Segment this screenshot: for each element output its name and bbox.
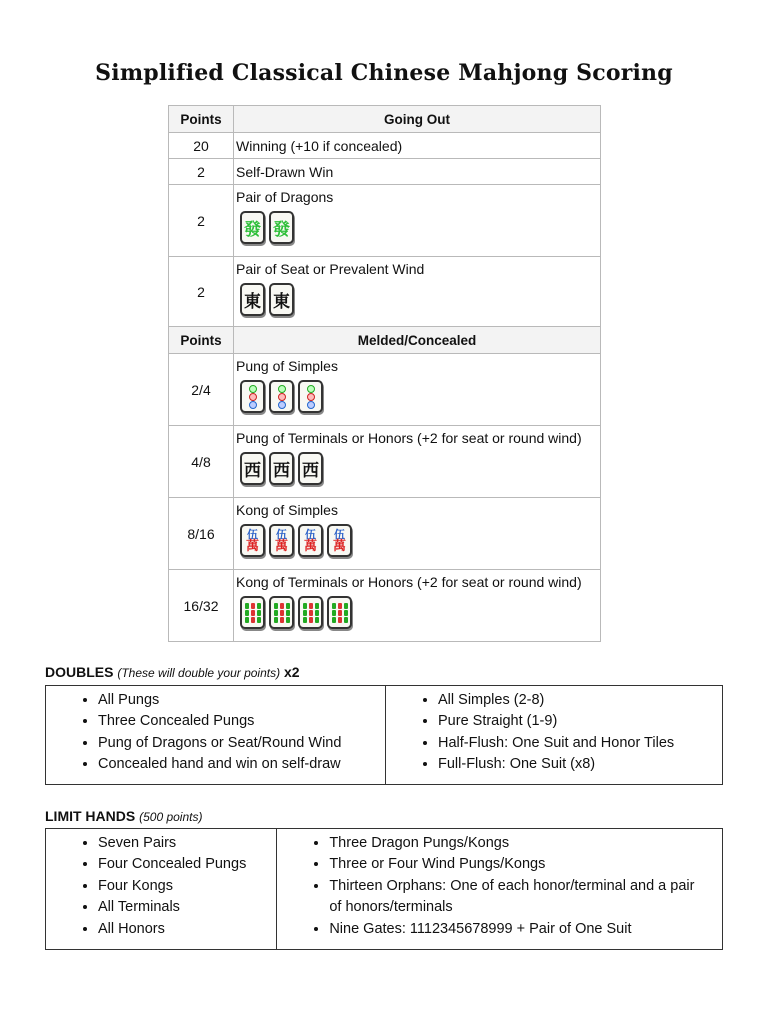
wan-glyph: 萬 xyxy=(303,538,317,554)
five-characters-tile xyxy=(240,524,265,557)
limit-note: (500 points) xyxy=(139,810,203,824)
desc-text: Pung of Simples xyxy=(236,358,338,374)
limit-label: LIMIT HANDS xyxy=(45,808,136,824)
east-wind-tile: 東 xyxy=(240,283,265,316)
points-cell: 2/4 xyxy=(169,354,234,426)
desc-cell xyxy=(234,498,601,570)
desc-cell xyxy=(234,133,601,159)
desc-text: Self-Drawn Win xyxy=(236,163,334,180)
points-cell: 20 xyxy=(169,133,234,159)
wan-number: 伍 xyxy=(247,527,258,541)
header-going-out: Going Out xyxy=(234,106,601,133)
table-row xyxy=(169,185,601,257)
wan-number: 伍 xyxy=(305,527,316,541)
header-melded-concealed: Melded/Concealed xyxy=(234,327,601,354)
table-header-going-out xyxy=(169,106,601,133)
doubles-box xyxy=(45,685,723,785)
points-cell: 2 xyxy=(169,185,234,257)
list-item: • Half-Flush: One Suit and Honor Tiles xyxy=(438,733,722,754)
nine-bamboo-tile xyxy=(240,596,265,629)
west-wind-tile: 西 xyxy=(240,452,265,485)
page-title: Simplified Classical Chinese Mahjong Scoring xyxy=(95,60,673,86)
green-dragon-tile: 發 xyxy=(240,211,265,244)
desc-cell xyxy=(234,185,601,257)
desc-cell xyxy=(234,426,601,498)
list-item: • All Pungs xyxy=(98,690,385,711)
green-dragon-tile: 發 xyxy=(269,211,294,244)
wan-glyph: 萬 xyxy=(274,538,288,554)
list-item: • Four Concealed Pungs xyxy=(98,854,276,875)
desc-text: Pair of Dragons xyxy=(236,189,334,205)
points-cell: 2 xyxy=(169,257,234,327)
wan-glyph: 萬 xyxy=(245,538,259,554)
five-characters-tile xyxy=(269,524,294,557)
three-circles-tile xyxy=(298,380,323,413)
west-wind-tile: 西 xyxy=(298,452,323,485)
list-item: • Nine Gates: 1112345678999 + Pair of One Suit xyxy=(329,919,708,940)
table-row xyxy=(169,159,601,185)
five-characters-tile xyxy=(298,524,323,557)
list-item: • All Terminals xyxy=(98,897,276,918)
desc-text: Pung of Terminals or Honors (+2 for seat or round wind) xyxy=(236,430,582,446)
doubles-label: DOUBLES xyxy=(45,664,114,680)
table-header-melded xyxy=(169,327,601,354)
wan-glyph: 萬 xyxy=(332,538,346,554)
limit-right-column xyxy=(276,829,722,949)
scoring-table xyxy=(168,105,601,642)
list-item: • Four Kongs xyxy=(98,876,276,897)
west-wind-tile: 西 xyxy=(269,452,294,485)
nine-bamboo-tile xyxy=(298,596,323,629)
table-row xyxy=(169,257,601,327)
desc-cell xyxy=(234,257,601,327)
list-item: • Full-Flush: One Suit (x8) xyxy=(438,754,722,775)
doubles-right-column xyxy=(385,686,722,784)
five-characters-tile xyxy=(327,524,352,557)
limit-left-column xyxy=(46,829,276,949)
list-item: • Three or Four Wind Pungs/Kongs xyxy=(329,854,708,875)
doubles-heading xyxy=(45,664,300,680)
list-item: • Concealed hand and win on self-draw xyxy=(98,754,385,775)
list-item: • Seven Pairs xyxy=(98,833,276,854)
points-cell: 8/16 xyxy=(169,498,234,570)
desc-cell xyxy=(234,570,601,642)
desc-cell xyxy=(234,354,601,426)
doubles-note: (These will double your points) xyxy=(117,666,281,680)
wan-number: 伍 xyxy=(276,527,287,541)
desc-text: Winning (+10 if concealed) xyxy=(236,137,403,154)
table-row xyxy=(169,354,601,426)
desc-text: Kong of Simples xyxy=(236,502,338,518)
list-item: • Thirteen Orphans: One of each honor/terminal and a pair of honors/terminals xyxy=(329,876,708,919)
table-row xyxy=(169,133,601,159)
table-row xyxy=(169,570,601,642)
doubles-multiplier: x2 xyxy=(283,664,300,680)
desc-text: Pair of Seat or Prevalent Wind xyxy=(236,261,425,277)
three-circles-tile xyxy=(240,380,265,413)
points-cell: 16/32 xyxy=(169,570,234,642)
table-row xyxy=(169,426,601,498)
list-item: • Three Concealed Pungs xyxy=(98,711,385,732)
east-wind-tile: 東 xyxy=(269,283,294,316)
desc-text: Kong of Terminals or Honors (+2 for seat or round wind) xyxy=(236,574,582,590)
list-item: • All Honors xyxy=(98,919,276,940)
limit-box xyxy=(45,828,723,950)
table-row xyxy=(169,498,601,570)
list-item: • Pure Straight (1-9) xyxy=(438,711,722,732)
nine-bamboo-tile xyxy=(327,596,352,629)
list-item: • All Simples (2-8) xyxy=(438,690,722,711)
wan-number: 伍 xyxy=(334,527,345,541)
limit-heading xyxy=(45,808,202,824)
points-cell: 4/8 xyxy=(169,426,234,498)
header-points: Points xyxy=(169,327,234,354)
list-item: • Pung of Dragons or Seat/Round Wind xyxy=(98,733,385,754)
points-cell: 2 xyxy=(169,159,234,185)
list-item: • Three Dragon Pungs/Kongs xyxy=(329,833,708,854)
header-points: Points xyxy=(169,106,234,133)
three-circles-tile xyxy=(269,380,294,413)
desc-cell xyxy=(234,159,601,185)
doubles-left-column xyxy=(46,686,385,784)
nine-bamboo-tile xyxy=(269,596,294,629)
